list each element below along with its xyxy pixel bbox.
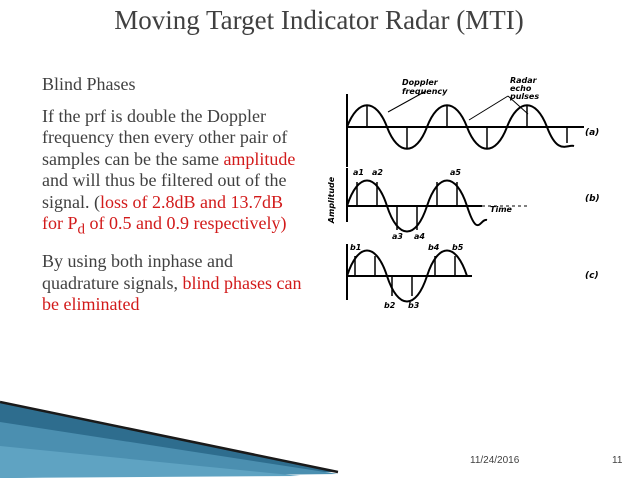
panel-c-label: (c)	[585, 271, 599, 281]
label-a5: a5	[450, 168, 461, 177]
blind-phase-diagram	[322, 72, 632, 324]
amplitude-axis-label: Amplitude	[327, 176, 336, 224]
doppler-label-line1: Doppler	[402, 78, 438, 87]
footer-date: 11/24/2016	[470, 455, 520, 466]
label-a1: a1	[353, 168, 364, 177]
radar-label-line3: pulses	[510, 92, 540, 101]
paragraph-quadrature	[42, 251, 304, 316]
slide-body	[42, 74, 304, 316]
label-b5: b5	[452, 243, 464, 252]
label-a3: a3	[392, 232, 403, 241]
panel-b-waveform	[327, 168, 600, 241]
para1-loss-highlight: loss of 2.8dB and 13.7dB for P	[42, 191, 284, 233]
radar-label-line1: Radar	[510, 76, 537, 85]
para2-text: By using both inphase and quadrature signals,	[42, 251, 233, 293]
para1-text-1: If the prf is double the Doppler frequency then every other pair of samples can be the same	[42, 105, 288, 169]
label-b4: b4	[428, 243, 440, 252]
panel-a-waveform	[347, 76, 599, 167]
para2-blind-phases-highlight: blind phases can be eliminated	[42, 272, 302, 315]
label-b1: b1	[350, 243, 362, 252]
footer-page-number: 11	[612, 455, 623, 466]
para1-text-2: and will thus be filtered out of the signal. (	[42, 170, 287, 212]
decorative-swoosh	[0, 390, 340, 478]
label-b3: b3	[408, 301, 420, 310]
panel-b-label: (b)	[585, 194, 600, 204]
label-b2: b2	[384, 301, 396, 310]
time-axis-label: Time	[490, 205, 512, 214]
panel-a-label: (a)	[585, 128, 600, 138]
doppler-label-line2: frequency	[402, 87, 448, 96]
label-a2: a2	[372, 168, 383, 177]
radar-label-line2: echo	[510, 84, 532, 93]
blind-phase-figure	[322, 72, 632, 324]
subheading: Blind Phases	[42, 74, 136, 94]
para1-amplitude-highlight: amplitude	[223, 148, 296, 169]
para1-subscript-d: d	[77, 221, 85, 238]
paragraph-prf	[42, 106, 304, 242]
panel-c-waveform	[347, 243, 599, 310]
para1-loss-highlight-end: of 0.5 and 0.9 respectively)	[85, 213, 287, 233]
label-a4: a4	[414, 232, 425, 241]
slide-title: Moving Target Indicator Radar (MTI)	[114, 5, 524, 35]
